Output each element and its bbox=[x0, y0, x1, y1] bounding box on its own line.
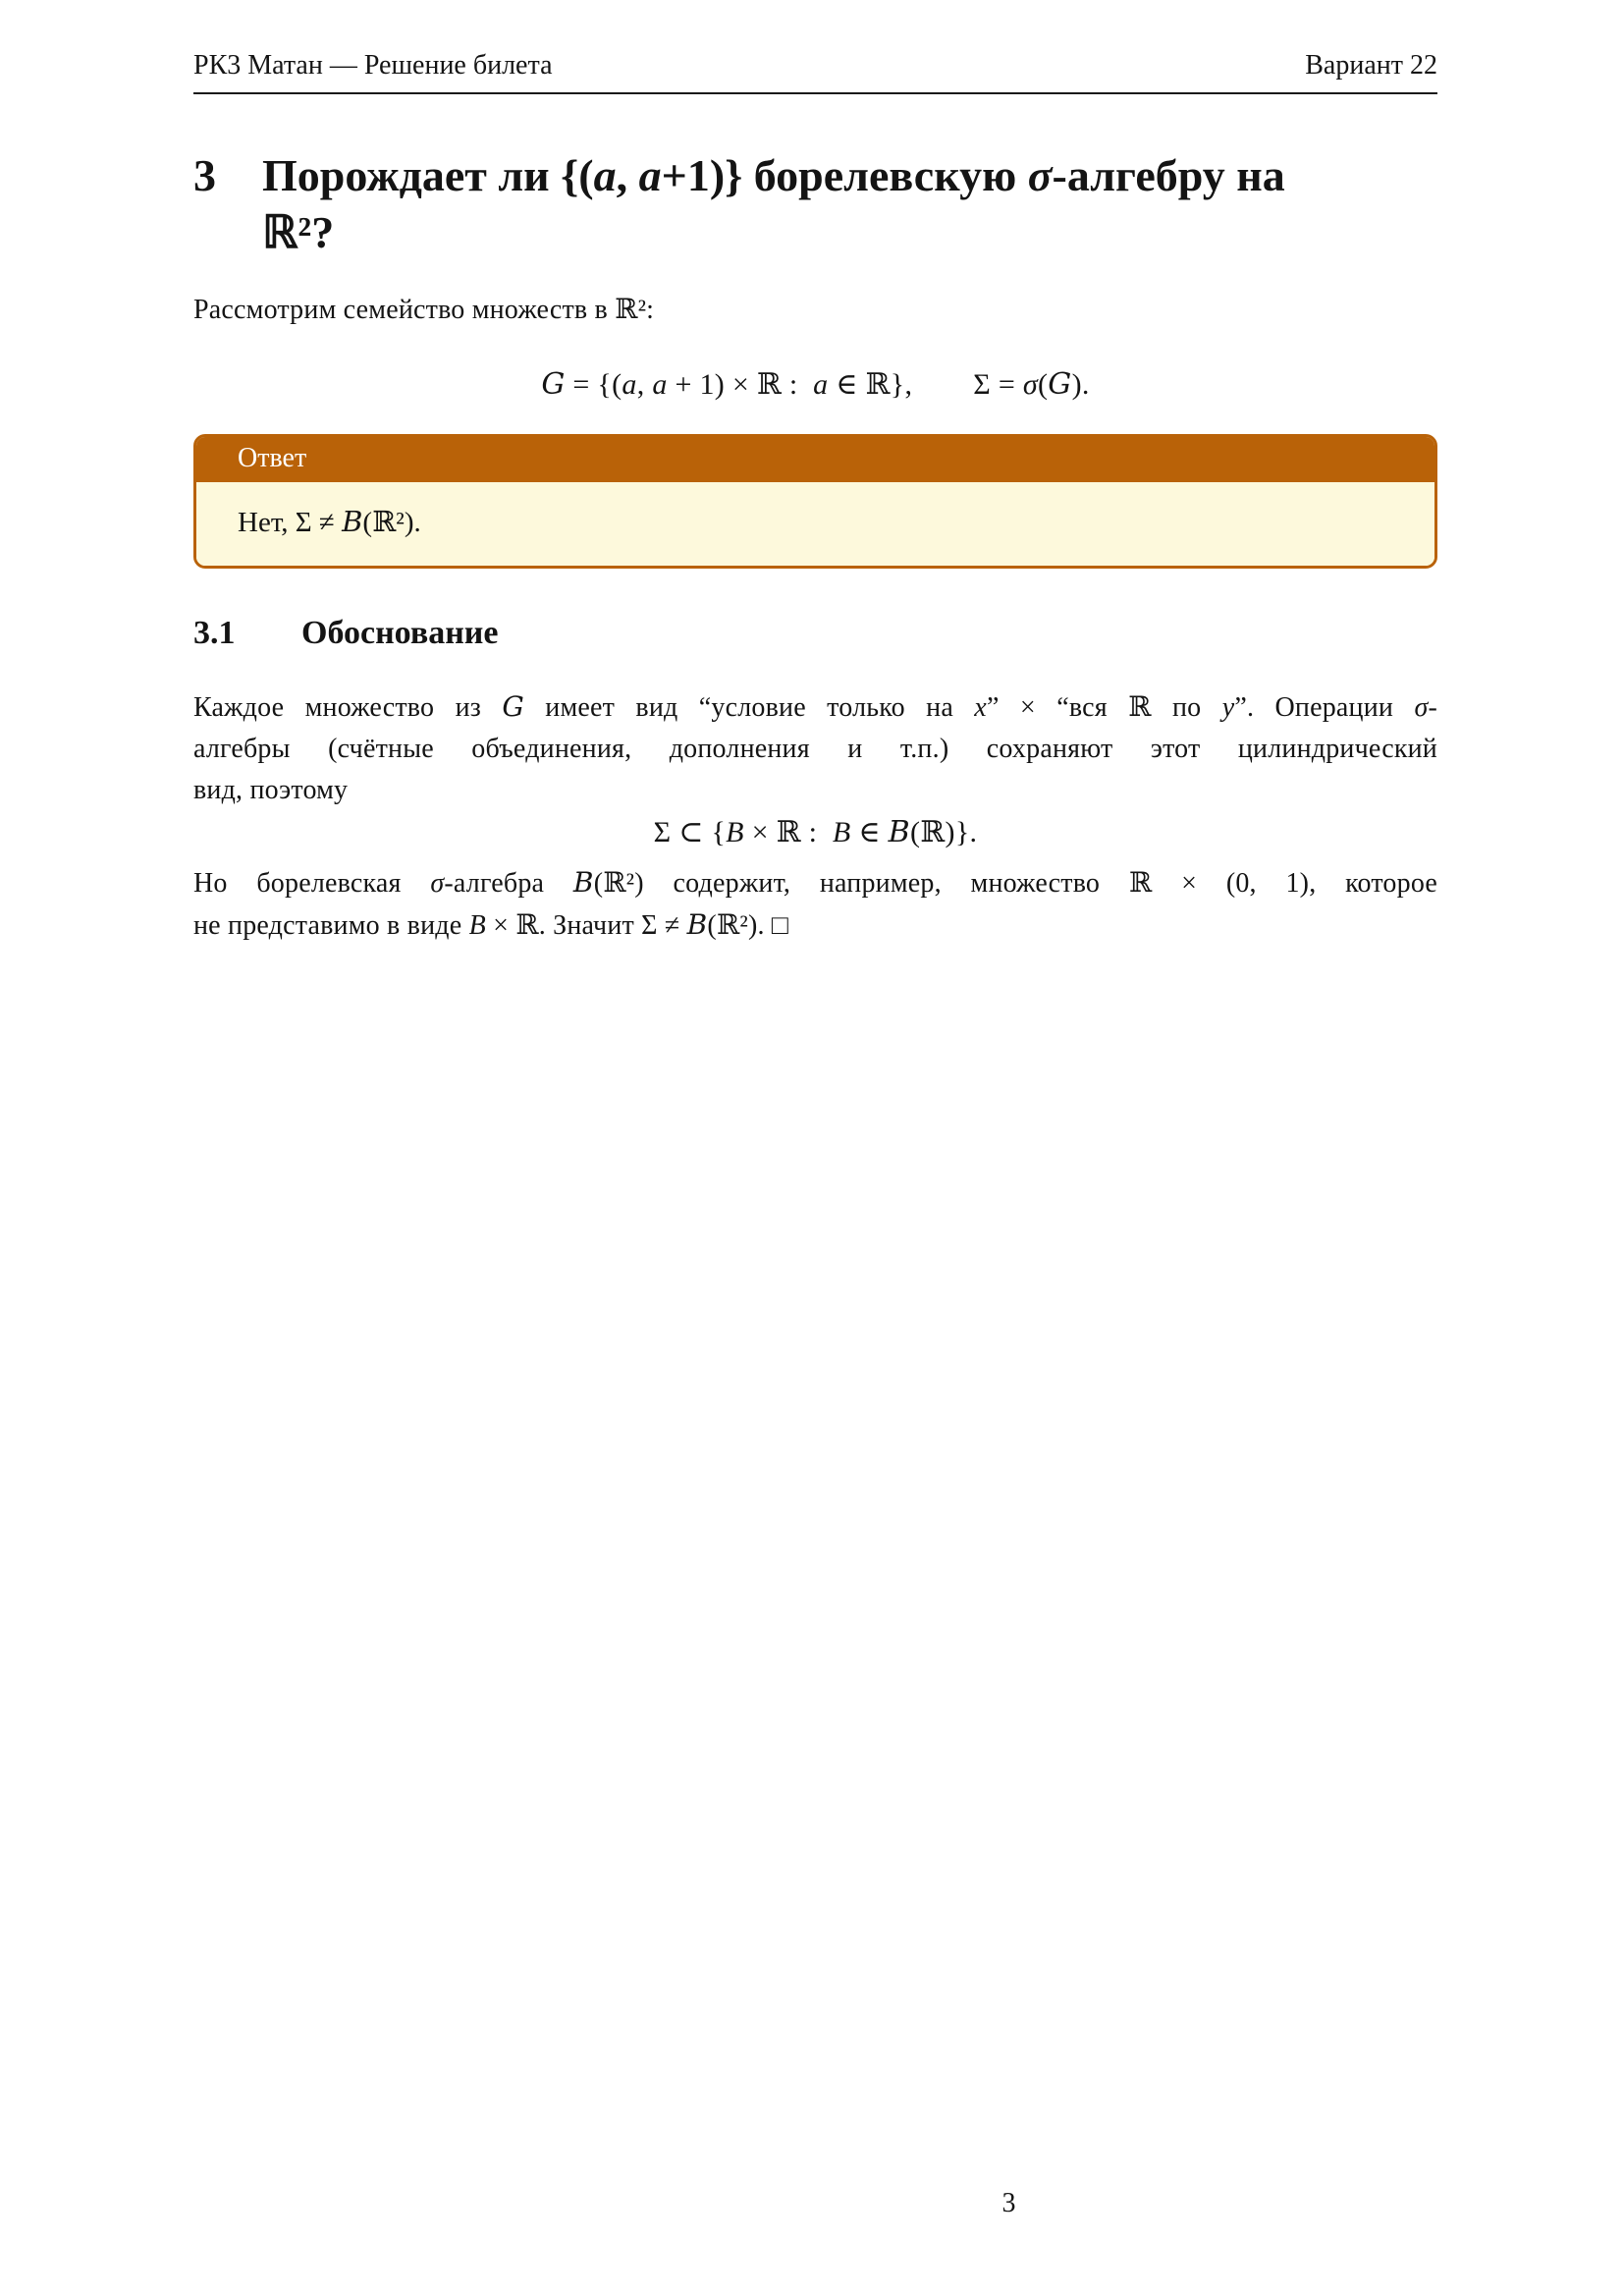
reasoning-paragraph-2 bbox=[193, 862, 1437, 947]
subsection-heading bbox=[193, 612, 1437, 655]
display-formula-sigma-subset bbox=[193, 811, 1437, 854]
text-line: вид, поэтому bbox=[193, 775, 349, 805]
answer-box-title: Ответ bbox=[196, 437, 1434, 482]
section-title bbox=[262, 147, 1437, 261]
answer-box-body: Нет, Σ ≠ B(ℝ²). bbox=[196, 482, 1434, 566]
text-line: Каждое множество из G имеет вид “условие только на x” × “вся ℝ по y”. Операции σ- bbox=[193, 690, 1437, 723]
page-content bbox=[193, 0, 1437, 2218]
page-number: 3 bbox=[1001, 2188, 1016, 2218]
text-line: Но борелевская σ-алгебра B(ℝ²) содержит, например, множество ℝ × (0, 1), которое bbox=[193, 866, 1437, 899]
header-left-title: РК3 Матан — Решение билета bbox=[193, 50, 553, 81]
subsection-title: Обоснование bbox=[301, 615, 499, 651]
text-line: ℝ²? bbox=[262, 207, 335, 257]
display-formula-generator bbox=[193, 363, 1437, 407]
answer-box bbox=[193, 434, 1437, 569]
reasoning-paragraph-1 bbox=[193, 686, 1437, 811]
intro-paragraph: Рассмотрим семейство множеств в ℝ²: bbox=[193, 295, 655, 325]
formula-sigma-body: Σ ⊂ {B × ℝ : B ∈ B(ℝ)}. bbox=[653, 815, 978, 849]
section-heading bbox=[193, 147, 1437, 261]
subsection-number: 3.1 bbox=[193, 615, 236, 651]
formula-generator-left: G = {(a, a + 1) × ℝ : a ∈ ℝ}, bbox=[541, 367, 913, 402]
header-right-label: Вариант 22 bbox=[1305, 50, 1437, 81]
text-line: алгебры (счётные объединения, дополнения и т.п.) сохраняют этот цилиндрический bbox=[193, 734, 1437, 764]
formula-generator-right: Σ = σ(G). bbox=[973, 367, 1090, 402]
page-header bbox=[193, 0, 1437, 94]
text-line: Порождает ли {(a, a+1)} борелевскую σ-алгебру на bbox=[262, 150, 1285, 200]
section-number: 3 bbox=[193, 150, 216, 200]
text-line: не представимо в виде B × ℝ. Значит Σ ≠ B(ℝ²). □ bbox=[193, 908, 789, 941]
